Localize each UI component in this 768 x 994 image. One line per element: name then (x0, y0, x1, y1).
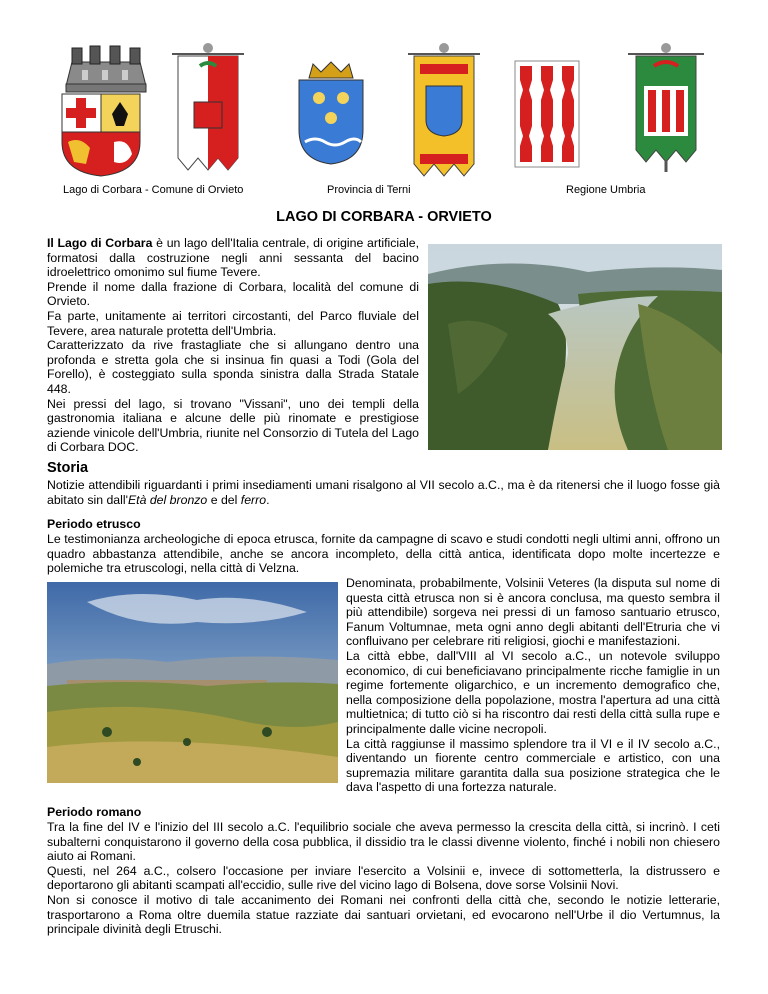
lake-corbara-photo (428, 244, 722, 450)
intro-paragraph-5: Nei pressi del lago, si trovano "Vissani", uno dei templi della gastronomia italiana e alcune delle più rinomate e prestigiose aziende vinicole dell'Umbria, riunite nel Consorzio di Tutela del Lago di Corbara DOC. (47, 396, 419, 455)
caption-comune: Lago di Corbara - Comune di Orvieto (63, 184, 244, 196)
intro-paragraph-1 (47, 236, 419, 280)
romano-paragraph-2: Questi, nel 264 a.C., colsero l'occasione per inviare l'esercito a Volsinii e, invece di sottometterla, la distrussero e deportarono gli abitanti scampati all'eccidio, sulle rive del vicino lago di Bolsena, dove sorse Volsinii Novi. (47, 863, 720, 893)
caption-regione: Regione Umbria (566, 184, 646, 196)
romano-paragraph-3: Non si conosce il motivo di tale accanimento dei Romani nei confronti della città che, secondo le notizie letterarie, trasportarono a Roma oltre duemila statue razziate dai santuari orvietani, ed evocarono nell'Urbe il dio Vertumnus, la principale divinità degli Etruschi. (47, 892, 720, 937)
storia-paragraph (47, 478, 720, 507)
etrusco-heading: Periodo etrusco (47, 517, 141, 531)
intro-paragraph-2: Prende il nome dalla frazione di Corbara, località del comune di Orvieto. (47, 279, 419, 309)
provincia-terni-coat-of-arms (295, 60, 367, 166)
comune-gonfalone (172, 42, 244, 174)
romano-heading: Periodo romano (47, 805, 142, 819)
storia-italic-b: ferro (240, 492, 267, 507)
etrusco-paragraph-4: La città raggiunse il massimo splendore tra il VI e il IV secolo a.C., diventando un fiorente centro commerciale e artistico, con una supremazia militare garantita dalla sua posizione strategica che le dava l'aspetto di una fortezza naturale. (346, 736, 720, 795)
storia-text-b: e del (207, 492, 241, 507)
caption-provincia: Provincia di Terni (327, 184, 411, 196)
storia-text-c: . (266, 492, 270, 507)
regione-umbria-coat-of-arms (514, 60, 580, 168)
orvieto-crown-emblem (60, 42, 152, 94)
regione-gonfalone (628, 42, 704, 174)
etrusco-paragraph-3: La città ebbe, dall'VIII al VI secolo a.C., un notevole sviluppo economico, di cui beneficiavano principalmente ricche famiglie in un regime fortemente oligarchico, e un incremento demografico che, nella composizione della popolazione, mostra l'apertura ad una città multietnica; di tutto ciò si ha riscontro dai resti della città sulla rupe e principalmente dalle vicine necropoli. (346, 648, 720, 736)
storia-italic-a: Età del bronzo (127, 492, 208, 507)
etrusco-paragraph-1: Le testimonianza archeologiche di epoca etrusca, fornite da campagne di scavo e studi condotti negli ultimi anni, offrono un quadro abbastanza attendibile, anche se ancora incompleto, della città antica, identificata dopo molte incertezze e polemiche tra etruscologi, nella città di Velzna. (47, 532, 720, 576)
intro-block (47, 236, 419, 455)
storia-text-a: Notizie attendibili riguardanti i primi insediamenti umani risalgono al VII secolo a.C., ma è da ritenersi che il luogo fosse già abitato sin dall' (47, 478, 720, 507)
page-title: LAGO DI CORBARA - ORVIETO (276, 209, 492, 225)
intro-paragraph-4: Caratterizzato da rive frastagliate che si allungano dentro una profonda e stretta gola che si insinua fin quasi a Todi (Gola del Forello), è costeggiato sulla sponda sinistra dalla Strada Statale 448. (47, 338, 419, 396)
intro-text-1: è un lago dell'Italia centrale, di origine artificiale, formatosi dalla costruzione negli anni sessanta del bacino idroelettrico omonimo sul fiume Tevere. (47, 236, 419, 280)
etrusco-right-column (346, 576, 720, 795)
romano-block (47, 820, 720, 937)
intro-paragraph-3: Fa parte, unitamente ai territori circostanti, del Parco fluviale del Tevere, area naturale protetta dell'Umbria. (47, 308, 419, 338)
provincia-gonfalone (408, 42, 480, 180)
etrusco-paragraph-2: Denominata, probabilmente, Volsinii Veteres (la disputa sul nome di questa città etrusca non si è ancora conclusa, ma questo sembra il più attendibile) sorgeva nei pressi di un famoso santuario etrusco, Fanum Voltumnae, meta ogni anno degli abitanti dell'Etruria che vi confluivano per celebrare riti religiosi, giochi e manifestazioni. (346, 576, 720, 649)
romano-paragraph-1: Tra la fine del IV e l'inizio del III secolo a.C. l'equilibrio sociale che aveva permesso la crescita della città, si incrinò. I ceti subalterni conquistarono il governo della cosa pubblica, il dissidio tra le classi divenne violento, finché i nobili non chiesero aiuto ai Romani. (47, 820, 720, 864)
storia-heading: Storia (47, 460, 89, 476)
orvieto-landscape-photo (47, 582, 338, 783)
intro-bold-lead: Il Lago di Corbara (47, 236, 153, 250)
orvieto-coat-of-arms (60, 92, 142, 178)
